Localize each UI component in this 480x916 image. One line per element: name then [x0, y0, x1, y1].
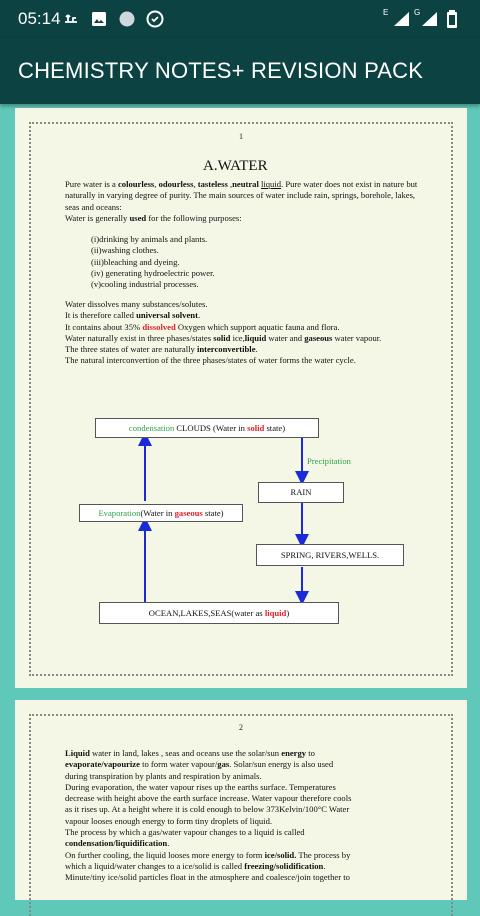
- rain-box: RAIN: [258, 482, 344, 503]
- battery-icon: [446, 10, 458, 28]
- document-page-1[interactable]: [15, 108, 467, 688]
- signal-icon-2: [420, 10, 440, 28]
- evaporation-box: Evaporation(Water in gaseous state): [79, 504, 243, 522]
- app-title: CHEMISTRY NOTES+ REVISION PACK: [18, 58, 424, 83]
- water-cycle-arrows: [15, 108, 467, 688]
- list-item: (iv) generating hydroelectric power.: [91, 267, 215, 278]
- status-time: 05:14: [18, 9, 61, 28]
- image-notification-icon: [91, 10, 107, 28]
- circle-notification-icon: [118, 10, 136, 28]
- shield-notification-icon: [146, 10, 164, 28]
- signal-icon: [392, 10, 412, 28]
- list-item: (ii)washing clothes.: [91, 245, 159, 256]
- intro-paragraph: Pure water is a colourless, odourless, tasteless ,neutral liquid. Pure water does not exist in nature but naturally in varying degree of purity. The main sources of water include rain, springs, borehole, lakes, seas and oceans: Water is generally used for the following purposes:: [65, 179, 418, 223]
- app-bar: [0, 38, 480, 104]
- properties-paragraph: Water dissolves many substances/solutes. It is therefore called universal solvent. It contains about 35% dissolved Oxygen which support aquatic fauna and flora. Water naturally exist in three phases/states solid ice,liquid water and gaseous water vapour. The three states of water are naturally interconvertible. The natural interconvertion of the three phases/states of water forms the water cycle.: [65, 299, 382, 366]
- list-item: (i)drinking by animals and plants.: [91, 234, 208, 244]
- list-item: (v)cooling industrial processes.: [91, 279, 199, 290]
- page-number: 2: [239, 723, 243, 732]
- status-bar: [0, 0, 480, 38]
- page2-paragraph: Liquid water in land, lakes , seas and oceans use the solar/sun energy to evaporate/vapourize to form water vapour/gas. Solar/sun energy is also used during transpiration by plants and respiration by animals. During evaporation, the water vapour rises up the earths surface. Temperatures decrease with height above the earth surface increase. Water vapour therefore cools as it rises up. At a height where it is cold enough to below 373Kelvin/100°C Water vapour looses enough energy to form tiny droplets of liquid. The process by which a gas/water vapour changes to a liquid is called condensation/liquidification. On further cooling, the liquid looses more energy to form ice/solid. The process by which a liquid/water changes to a ice/solid is called freezing/solidification. Minute/tiny ice/solid particles float in the atmosphere and coalesce/join together to: [65, 748, 352, 883]
- ocean-box: OCEAN,LAKES,SEAS(water as liquid): [99, 602, 339, 624]
- section-heading: A.WATER: [203, 158, 268, 174]
- usb-notification-icon: [62, 10, 80, 28]
- network-type-label-1: E: [383, 8, 389, 17]
- network-type-label-2: G: [414, 8, 421, 17]
- springs-box: SPRING, RIVERS,WELLS.: [256, 544, 404, 566]
- document-page-2[interactable]: [15, 700, 467, 900]
- page-number: 1: [239, 132, 243, 141]
- clouds-box: condensation CLOUDS (Water in solid state): [95, 418, 319, 438]
- list-item: (iii)bleaching and dyeing.: [91, 256, 180, 267]
- precipitation-label: Precipitation: [307, 456, 351, 466]
